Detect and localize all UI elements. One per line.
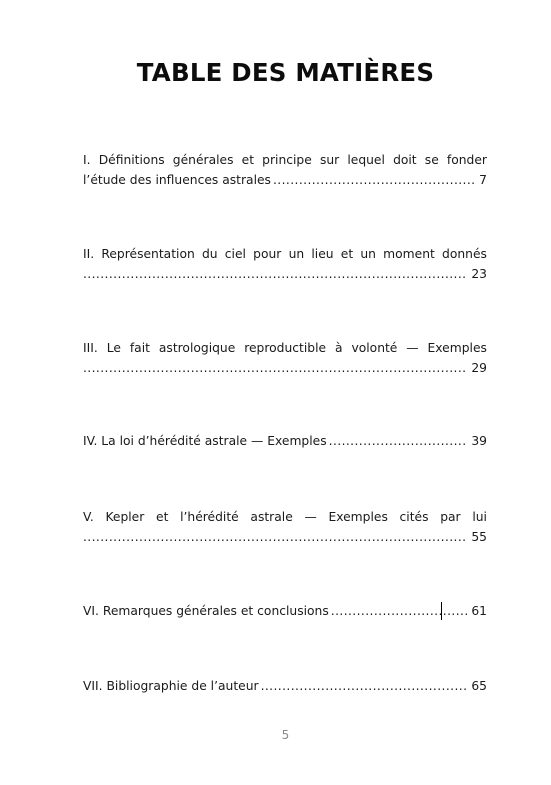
toc-word: un bbox=[288, 247, 305, 261]
toc-page-number: 65 bbox=[471, 679, 487, 693]
toc-word: et bbox=[156, 510, 169, 524]
toc-word: à bbox=[334, 341, 343, 355]
toc-word: par bbox=[440, 510, 461, 524]
page-number-footer: 5 bbox=[281, 728, 290, 742]
dot-leader bbox=[83, 264, 467, 284]
toc-entry-line bbox=[83, 338, 487, 358]
toc-word: Exemples bbox=[328, 510, 388, 524]
toc-word: astrologique bbox=[158, 341, 236, 355]
toc-word: astrale bbox=[250, 510, 293, 524]
toc-page-number: 7 bbox=[479, 173, 487, 187]
toc-word: ciel bbox=[224, 247, 246, 261]
toc-entry[interactable] bbox=[83, 601, 487, 621]
toc-entry-text: VI. Remarques générales et conclusions bbox=[83, 604, 329, 618]
toc-word: pour bbox=[253, 247, 282, 261]
toc-entry-line bbox=[83, 358, 487, 378]
dot-leader bbox=[83, 527, 467, 547]
toc-word: principe bbox=[262, 153, 312, 167]
toc-word: lieu bbox=[311, 247, 334, 261]
toc-word: se bbox=[424, 153, 439, 167]
toc-word: lui bbox=[472, 510, 487, 524]
toc-entry-line bbox=[83, 676, 487, 696]
dot-leader bbox=[273, 170, 475, 190]
toc-entry-line bbox=[83, 150, 487, 170]
toc-page-number: 61 bbox=[471, 604, 487, 618]
toc-word: V. bbox=[83, 510, 94, 524]
toc-entry[interactable] bbox=[83, 431, 487, 451]
toc-entry-line bbox=[83, 264, 487, 284]
toc-entry-line bbox=[83, 507, 487, 527]
toc-word: Kepler bbox=[105, 510, 145, 524]
toc-entry-line bbox=[83, 244, 487, 264]
toc-word: Le bbox=[106, 341, 121, 355]
page-title: TABLE DES MATIÈRES bbox=[136, 58, 435, 87]
toc-entry[interactable] bbox=[83, 676, 487, 696]
toc-word: — bbox=[406, 341, 419, 355]
toc-word: sur bbox=[319, 153, 340, 167]
toc-word: fonder bbox=[446, 153, 487, 167]
toc-word: du bbox=[201, 247, 218, 261]
toc-entry[interactable] bbox=[83, 338, 487, 378]
toc-word: moment bbox=[383, 247, 435, 261]
toc-entry-line bbox=[83, 527, 487, 547]
toc-page-number: 39 bbox=[471, 434, 487, 448]
toc-entry-text: IV. La loi d’hérédité astrale — Exemples bbox=[83, 434, 327, 448]
toc-page-number: 23 bbox=[471, 267, 487, 281]
text-cursor bbox=[441, 602, 442, 620]
toc-word: un bbox=[360, 247, 376, 261]
toc-entry[interactable] bbox=[83, 244, 487, 284]
toc-word: — bbox=[304, 510, 317, 524]
toc-word: l’hérédité bbox=[180, 510, 239, 524]
dot-leader bbox=[331, 601, 468, 621]
toc-word: Exemples bbox=[427, 341, 487, 355]
toc-entry-line bbox=[83, 601, 487, 621]
toc-word: générales bbox=[172, 153, 234, 167]
toc-word: doit bbox=[393, 153, 417, 167]
toc-entry-text: VII. Bibliographie de l’auteur bbox=[83, 679, 259, 693]
toc-word: III. bbox=[83, 341, 98, 355]
dot-leader bbox=[261, 676, 468, 696]
toc-entry-text: l’étude des influences astrales bbox=[83, 173, 271, 187]
toc-word: et bbox=[340, 247, 354, 261]
toc-page-number: 55 bbox=[471, 530, 487, 544]
toc-entry[interactable] bbox=[83, 507, 487, 547]
dot-leader bbox=[329, 431, 468, 451]
toc-entry-line bbox=[83, 170, 487, 190]
toc-entry-line bbox=[83, 431, 487, 451]
toc-word: cités bbox=[399, 510, 429, 524]
toc-word: volonté bbox=[351, 341, 398, 355]
toc-word: reproductible bbox=[244, 341, 327, 355]
toc-page-number: 29 bbox=[471, 361, 487, 375]
toc-entry[interactable] bbox=[83, 150, 487, 190]
toc-word: lequel bbox=[347, 153, 385, 167]
toc-word: I. bbox=[83, 153, 91, 167]
dot-leader bbox=[83, 358, 467, 378]
toc-word: II. bbox=[83, 247, 95, 261]
toc-word: donnés bbox=[442, 247, 487, 261]
toc-word: Représentation bbox=[101, 247, 195, 261]
toc-word: Définitions bbox=[98, 153, 165, 167]
toc-word: et bbox=[241, 153, 255, 167]
toc-word: fait bbox=[129, 341, 150, 355]
